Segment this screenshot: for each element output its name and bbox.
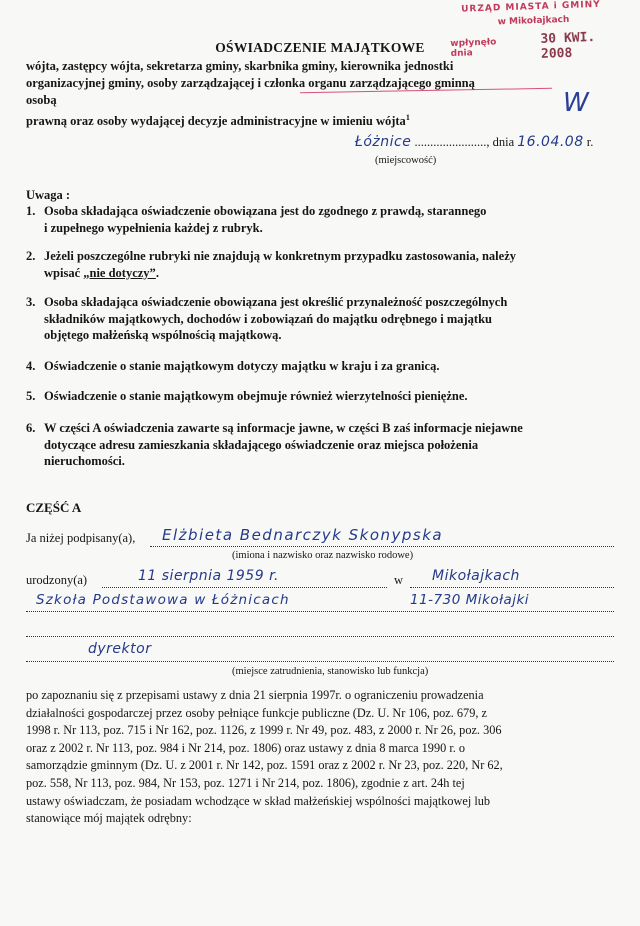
- closing-line-3: 1998 r. Nr 113, poz. 715 i Nr 162, poz. 1126, z 1999 r. Nr 49, poz. 483, z 2000 r. Nr 26, poz. 306: [26, 723, 502, 738]
- note-number: 2.: [26, 249, 36, 263]
- note-number: 4.: [26, 359, 36, 373]
- note-4: [26, 358, 616, 375]
- note-number: 3.: [26, 295, 36, 309]
- closing-line-6: poz. 558, Nr 113, poz. 984, Nr 153, poz. 1271 i Nr 214, poz. 1806), zgodnie z art. 24h tej: [26, 775, 465, 790]
- place-caption: (miejscowość): [375, 155, 437, 166]
- note-2-prefix: wpisać: [44, 265, 84, 280]
- note-5-line-1: Oświadczenie o stanie majątkowym obejmuje również wierzytelności pieniężne.: [44, 389, 468, 403]
- note-1-line-2: i zupełnego wypełnienia każdej z rubryk.: [44, 220, 263, 235]
- closing-line-8: stanowiące mój majątek odrębny:: [26, 811, 192, 826]
- born-label: urodzony(a): [26, 573, 88, 587]
- name-value: Elżbieta Bednarczyk Skonypska: [162, 526, 444, 544]
- note-number: 6.: [26, 421, 36, 435]
- signed-label: Ja niżej podpisany(a),: [26, 531, 136, 545]
- note-2: [26, 248, 616, 281]
- note-3-line-3: objętego małżeńską wspólnością majątkową.: [44, 328, 282, 342]
- employer-line: [26, 611, 614, 612]
- notes-heading: Uwaga :: [26, 188, 71, 202]
- part-a-heading: CZĘŚĆ A: [26, 500, 82, 515]
- date-suffix: r.: [586, 135, 594, 149]
- note-number: 1.: [26, 204, 36, 218]
- note-4-line-1: Oświadczenie o stanie majątkowym dotyczy majątku w kraju i za granicą.: [44, 359, 440, 373]
- note-number: 5.: [26, 389, 36, 403]
- place-separator: ......................., dnia: [414, 135, 515, 149]
- note-6-line-1: W części A oświadczenia zawarte są informacje jawne, w części B zaś informacje niejawne: [44, 421, 523, 435]
- closing-line-1: po zapoznaniu się z przepisami ustawy z dnia 21 sierpnia 1997r. o ograniczeniu prowadzenia: [26, 688, 484, 702]
- date-value: 16.04.08: [517, 134, 584, 150]
- footnote-mark: 1: [405, 113, 410, 122]
- stamp-city: w Mikołajkach: [497, 14, 570, 28]
- position-line: [26, 661, 614, 662]
- note-6-line-2: dotyczące adresu zamieszkania składającego oświadczenie oraz miejsca położenia: [44, 437, 479, 452]
- header-line-2: organizacyjnej gminy, osoby zarządzającej i członka organu zarządzającego gminną osobą: [26, 76, 475, 107]
- born-date-line: [102, 587, 387, 588]
- document-title: OŚWIADCZENIE MAJĄTKOWE: [215, 40, 425, 55]
- stamp-received-date: 30 KWI. 2008: [540, 29, 596, 62]
- name-line: [150, 546, 614, 547]
- note-3-line-2: składników majątkowych, dochodów i zobowiązań do majątku odrębnego i majątku: [44, 311, 492, 326]
- note-3: [26, 294, 616, 344]
- born-place-line: [410, 587, 614, 588]
- closing-line-2: działalności gospodarczej przez osoby pełniące funkcje publiczne (Dz. U. Nr 106, poz. 679, z: [26, 705, 487, 720]
- place-date-row: [355, 134, 615, 150]
- born-in-label: w: [394, 573, 404, 587]
- employer-value: Szkoła Podstawowa w Łóżnicach: [36, 592, 290, 608]
- born-date-value: 11 sierpnia 1959 r.: [138, 568, 279, 584]
- name-caption: (imiona i nazwisko oraz nazwisko rodowe): [232, 550, 414, 561]
- note-2-underlined: „nie dotyczy”: [83, 265, 156, 280]
- note-2-suffix: .: [155, 265, 159, 280]
- closing-line-7: ustawy oświadczam, że posiadam wchodzące w skład małżeńskiej wspólności majątkowej lub: [26, 793, 491, 808]
- note-6: [26, 420, 616, 470]
- header-line-3: prawną oraz osoby wydającej decyzje administracyjne w imieniu wójta: [26, 114, 406, 129]
- extra-line: [26, 636, 614, 637]
- note-2-line-1: Jeżeli poszczególne rubryki nie znajdują w konkretnym przypadku zastosowania, należy: [44, 249, 516, 263]
- place-value: Łóżnice: [355, 134, 412, 150]
- closing-line-5: samorządzie gminnym (Dz. U. z 2001 r. Nr 142, poz. 1591 oraz z 2002 r. Nr 23, poz. 220, Nr 62,: [26, 758, 503, 773]
- position-value: dyrektor: [88, 641, 152, 657]
- work-caption: (miejsce zatrudnienia, stanowisko lub funkcja): [232, 666, 429, 677]
- stamp-office: URZĄD MIASTA i GMINY: [460, 0, 601, 15]
- closing-line-4: oraz z 2002 r. Nr 113, poz. 984 i Nr 214, poz. 1806) oraz ustawy z dnia 8 marca 1990 r. o: [26, 740, 466, 755]
- note-3-line-1: Osoba składająca oświadczenie obowiązana jest określić przynależność poszczególnych: [44, 295, 508, 309]
- document-header: [26, 58, 496, 130]
- employer-address-value: 11-730 Mikołajki: [410, 592, 530, 608]
- note-1-line-1: Osoba składająca oświadczenie obowiązana jest do zgodnego z prawdą, starannego: [44, 204, 487, 218]
- header-line-1: wójta, zastępcy wójta, sekretarza gminy, skarbnika gminy, kierownika jednostki: [26, 59, 454, 73]
- note-1: [26, 203, 616, 236]
- note-5: [26, 388, 616, 405]
- stamp-received-label: wpłynęło dnia: [450, 37, 497, 60]
- born-place-value: Mikołajkach: [432, 568, 520, 584]
- stamp-initials: W: [563, 88, 590, 118]
- closing-paragraph: [26, 687, 616, 828]
- note-6-line-3: nieruchomości.: [44, 454, 125, 468]
